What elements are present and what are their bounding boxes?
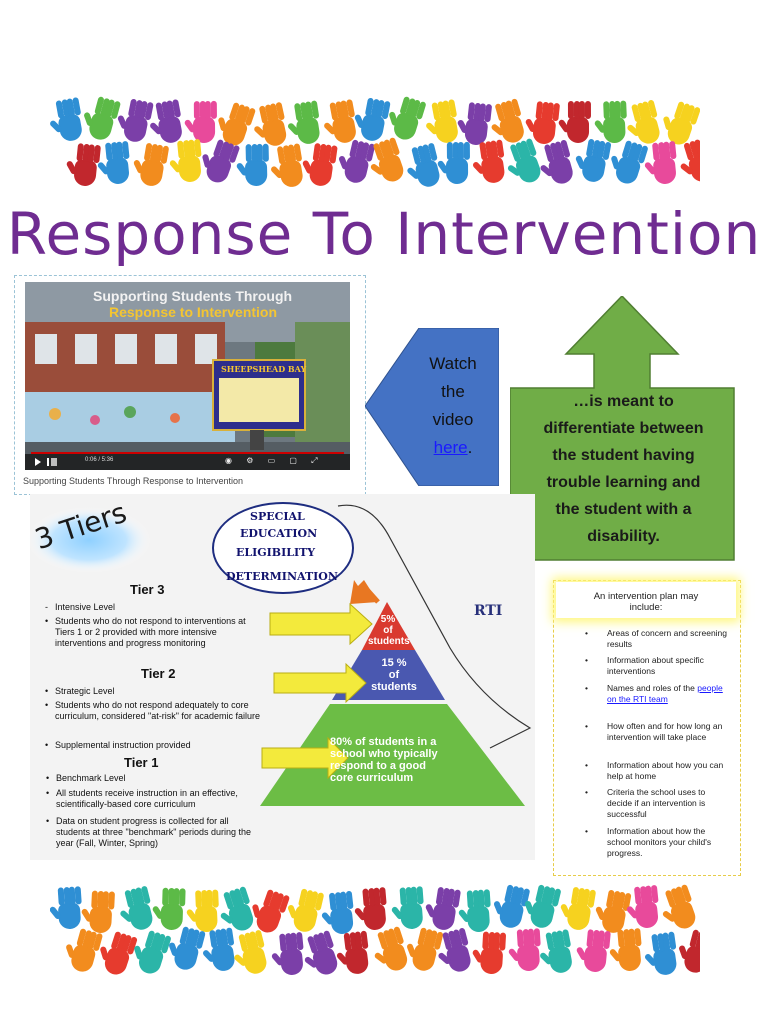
watch-line-3: video	[432, 410, 474, 429]
plan-item-7: • Information about how the school monitors your child's progress.	[585, 826, 712, 858]
sped-line-3: ELIGIBILITY	[236, 546, 316, 559]
watch-line-1: Watch	[429, 354, 477, 373]
video-thumb-title-2: Response to Intervention	[109, 304, 278, 320]
handprint-icon	[98, 138, 136, 187]
purpose-line-1: …is meant to	[573, 393, 674, 410]
rti-purpose-text	[516, 388, 731, 550]
tier1-item-3: • Data on student progress is collected for all students at three "benchmark" periods during the year (Fall, Winter, Spring)	[46, 816, 252, 848]
video-thumb-title-1: Supporting Students Through	[93, 288, 293, 304]
yellow-arrow-tier3	[270, 604, 372, 644]
video-time: 0:06 / 5:36	[85, 457, 114, 463]
handprint-icon	[239, 141, 274, 188]
pyramid-top-label: 5% of students	[368, 614, 410, 647]
tier3-item-1: - Intensive Level	[45, 602, 116, 612]
video-embed[interactable]	[14, 275, 366, 495]
purpose-line-3: the student having	[552, 447, 695, 464]
tier3-item-2: • Students who do not respond to interventions at Tiers 1 or 2 provided with more intensive interventions and progress monitoring	[45, 616, 246, 648]
tier2-item-3: • Supplemental instruction provided	[45, 740, 191, 750]
watch-line-2: the	[441, 382, 465, 401]
plan-item-6: • Criteria the school uses to decide if an intervention is successful	[585, 787, 706, 819]
plan-heading: An intervention plan may include:	[593, 591, 699, 613]
plan-item-5: • Information about how you can help at home	[585, 760, 724, 781]
handprint-icon	[440, 140, 474, 186]
plan-item-3: • Names and roles of the people on the RTI team	[585, 683, 723, 704]
purpose-line-4: trouble learning and	[546, 474, 701, 491]
purpose-line-5: the student with a	[555, 501, 692, 518]
video-here-link[interactable]: here	[433, 438, 468, 457]
video-thumbnail[interactable]	[25, 282, 350, 470]
video-controls-right[interactable]: ◉ ⚙ ▭ ▢ ⤢	[225, 456, 324, 465]
sped-line-4: DETERMINATION	[226, 570, 338, 583]
handprint-banner-bottom	[50, 884, 700, 976]
plan-item-2: • Information about specific interventions	[585, 655, 704, 676]
handprint-icon	[302, 140, 342, 188]
handprint-icon	[474, 930, 511, 976]
school-sign-text: SHEEPSHEAD BAY	[221, 364, 307, 374]
pyramid-middle-label: 15 % of students	[371, 657, 417, 693]
pyramid-bottom-label: 80% of students in a school who typically respond to a good core curriculum	[330, 736, 438, 784]
yellow-arrow-tier2	[274, 664, 366, 702]
watch-video-text	[418, 350, 488, 462]
sped-line-1: SPECIAL	[250, 510, 305, 523]
purpose-line-2: differentiate between	[543, 420, 704, 437]
tier2-heading: Tier 2	[141, 666, 176, 681]
handprint-icon	[610, 926, 648, 975]
tier1-heading: Tier 1	[124, 755, 159, 770]
watch-period: .	[467, 438, 473, 457]
handprint-icon	[676, 926, 700, 976]
handprint-icon	[132, 140, 173, 188]
handprint-banner-top	[50, 96, 700, 188]
watch-line-4	[418, 434, 488, 462]
sped-line-2: EDUCATION	[240, 527, 318, 540]
plan-item-1: • Areas of concern and screening results	[585, 628, 728, 649]
tier3-heading: Tier 3	[130, 582, 165, 597]
purpose-line-6: disability.	[587, 528, 660, 545]
plan-item-4: • How often and for how long an intervention will take place	[585, 721, 723, 742]
tier2-item-2: • Students who do not respond adequately to core curriculum, considered "at-risk" for academic failure	[45, 700, 260, 721]
handprint-icon	[538, 927, 580, 976]
tier1-item-1: • Benchmark Level	[46, 773, 126, 783]
rti-label: RTI	[474, 603, 503, 619]
video-caption: Supporting Students Through Response to Intervention	[23, 476, 243, 486]
tier1-item-2: • All students receive instruction in an effective, scientifically-based core curriculum	[46, 788, 238, 809]
rti-team-link[interactable]: people on the RTI team	[607, 683, 723, 704]
tier2-item-1: • Strategic Level	[45, 686, 115, 696]
handprint-icon	[355, 885, 393, 934]
page-title: Response To Intervention	[6, 200, 762, 268]
tiers-badge-text: 3 Tiers	[30, 495, 131, 557]
